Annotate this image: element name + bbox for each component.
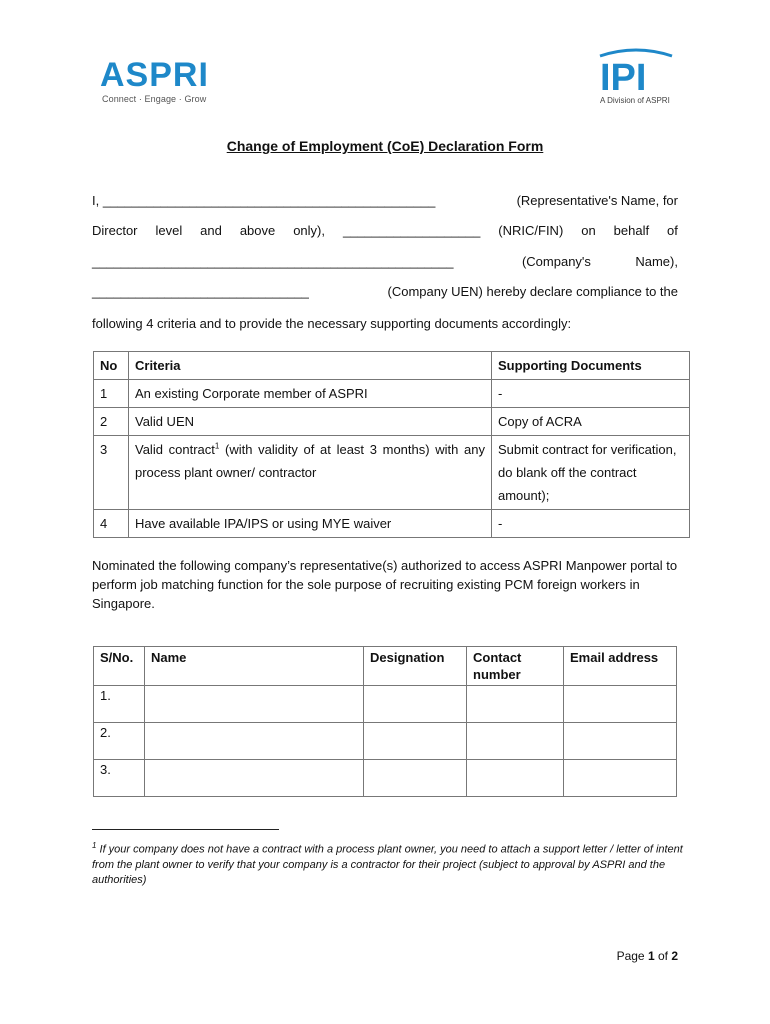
row-docs: - bbox=[492, 380, 690, 408]
table-row bbox=[94, 510, 690, 538]
table-row bbox=[94, 686, 677, 723]
company-name-label-end: Name), bbox=[635, 254, 678, 269]
contact-cell[interactable] bbox=[467, 686, 564, 723]
ipi-wordmark bbox=[596, 48, 676, 96]
footnote-ref: 1 bbox=[214, 441, 220, 451]
declaration-line-3 bbox=[92, 254, 678, 269]
ipi-logo bbox=[596, 48, 676, 110]
row-sno: 2. bbox=[94, 723, 145, 760]
word: behalf bbox=[613, 223, 650, 238]
declaration-line-5: following 4 criteria and to provide the necessary supporting documents accordingly: bbox=[92, 316, 572, 331]
company-uen-label: (Company UEN) hereby declare compliance to the bbox=[387, 284, 678, 299]
col-docs-header: Supporting Documents bbox=[492, 352, 690, 380]
table-row bbox=[94, 380, 690, 408]
word: Director bbox=[92, 223, 138, 238]
row-docs: Submit contract for verification, do blank off the contract amount); bbox=[492, 436, 690, 510]
table-row bbox=[94, 436, 690, 510]
email-cell[interactable] bbox=[564, 723, 677, 760]
page-number bbox=[560, 949, 678, 963]
criteria-header-row bbox=[94, 352, 690, 380]
contact-cell[interactable] bbox=[467, 760, 564, 797]
declaration-line-2 bbox=[92, 223, 678, 238]
row-sno: 1. bbox=[94, 686, 145, 723]
declaration-line-1 bbox=[92, 193, 678, 208]
criteria-table bbox=[93, 351, 690, 538]
designation-cell[interactable] bbox=[364, 686, 467, 723]
table-row bbox=[94, 760, 677, 797]
name-cell[interactable] bbox=[145, 686, 364, 723]
ipi-tagline: A Division of ASPRI bbox=[600, 96, 670, 105]
footnote-mark: 1 bbox=[92, 841, 97, 850]
representatives-table bbox=[93, 646, 677, 797]
representative-name-blank[interactable]: I, ______________________________________________ bbox=[92, 193, 436, 208]
word: level bbox=[155, 223, 183, 238]
row-no: 4 bbox=[94, 510, 129, 538]
page-current: 1 bbox=[647, 949, 655, 963]
criteria-text: (with validity of at least 3 months) with any process plant owner/ contractor bbox=[135, 442, 486, 480]
designation-cell[interactable] bbox=[364, 760, 467, 797]
page-prefix: Page bbox=[616, 949, 648, 963]
designation-cell[interactable] bbox=[364, 723, 467, 760]
page-total: 2 bbox=[671, 949, 678, 963]
footnote bbox=[92, 838, 688, 888]
footnote-divider bbox=[92, 829, 279, 830]
row-no: 2 bbox=[94, 408, 129, 436]
row-no: 1 bbox=[94, 380, 129, 408]
col-name-header: Name bbox=[145, 647, 364, 686]
row-no: 3 bbox=[94, 436, 129, 510]
word: only), bbox=[293, 223, 325, 238]
contact-cell[interactable] bbox=[467, 723, 564, 760]
company-uen-blank[interactable]: ______________________________ bbox=[92, 284, 309, 299]
word: on bbox=[581, 223, 596, 238]
email-cell[interactable] bbox=[564, 686, 677, 723]
aspri-wordmark bbox=[100, 54, 220, 94]
ipi-wordmark-text: IPI bbox=[600, 57, 647, 96]
col-designation-header: Designation bbox=[364, 647, 467, 686]
row-criteria bbox=[129, 436, 492, 510]
aspri-wordmark-text: ASPRI bbox=[100, 56, 209, 94]
page-title: Change of Employment (CoE) Declaration Form bbox=[226, 138, 544, 154]
row-criteria: Have available IPA/IPS or using MYE waiver bbox=[129, 510, 492, 538]
footnote-text: If your company does not have a contract with a process plant owner, you need to attach a support letter / letter of intent from the plant owner to verify that your company is a contractor for their project (subject to approval by ASPRI and the authorities) bbox=[92, 843, 683, 886]
reps-header-row bbox=[94, 647, 677, 686]
aspri-tagline: Connect · Engage · Grow bbox=[102, 94, 207, 104]
representative-name-label: (Representative's Name, for bbox=[516, 193, 678, 208]
declaration-line-4 bbox=[92, 284, 678, 299]
col-no-header: No bbox=[94, 352, 129, 380]
ipi-arc-icon bbox=[600, 50, 672, 56]
email-cell[interactable] bbox=[564, 760, 677, 797]
aspri-logo bbox=[100, 54, 220, 110]
table-row bbox=[94, 408, 690, 436]
company-name-blank[interactable]: __________________________________________________ bbox=[92, 254, 454, 269]
row-docs: Copy of ACRA bbox=[492, 408, 690, 436]
nomination-paragraph: Nominated the following company’s representative(s) authorized to access ASPRI Manpower portal to perform job matching function for the sole purpose of recruiting existing PCM foreign workers in Singapore. bbox=[92, 558, 678, 611]
word: of bbox=[667, 223, 678, 238]
word: above bbox=[239, 223, 276, 238]
name-cell[interactable] bbox=[145, 723, 364, 760]
name-cell[interactable] bbox=[145, 760, 364, 797]
row-docs: - bbox=[492, 510, 690, 538]
nric-blank[interactable]: ___________________ bbox=[342, 223, 481, 238]
col-sno-header: S/No. bbox=[94, 647, 145, 686]
word: and bbox=[200, 223, 222, 238]
row-criteria: An existing Corporate member of ASPRI bbox=[129, 380, 492, 408]
col-criteria-header: Criteria bbox=[129, 352, 492, 380]
row-sno: 3. bbox=[94, 760, 145, 797]
col-email-header: Email address bbox=[564, 647, 677, 686]
criteria-text: Valid contract bbox=[135, 442, 215, 457]
table-row bbox=[94, 723, 677, 760]
row-criteria: Valid UEN bbox=[129, 408, 492, 436]
nric-label: (NRIC/FIN) bbox=[498, 223, 564, 238]
page-sep: of bbox=[654, 949, 672, 963]
col-contact-header: Contact number bbox=[467, 647, 564, 686]
company-name-label: (Company's bbox=[521, 254, 591, 269]
